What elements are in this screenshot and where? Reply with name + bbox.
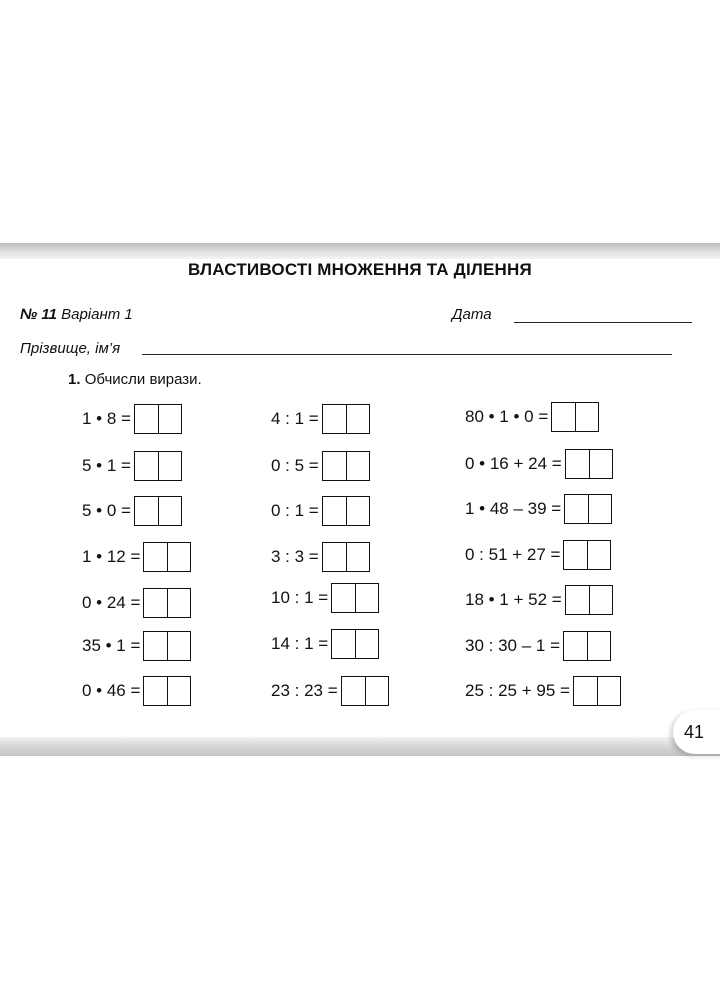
exercise-item <box>82 630 191 662</box>
answer-cell[interactable] <box>332 630 355 658</box>
answer-box[interactable] <box>331 583 379 613</box>
exercise-item <box>271 450 370 482</box>
answer-cell[interactable] <box>564 541 587 569</box>
answer-cell[interactable] <box>346 405 369 433</box>
expression: 23 : 23 = <box>271 681 338 700</box>
task-instruction <box>68 371 202 388</box>
answer-box[interactable] <box>143 588 191 618</box>
exercise-item <box>465 493 612 525</box>
answer-box[interactable] <box>341 676 389 706</box>
exercise-item <box>271 628 379 660</box>
expression: 0 : 5 = <box>271 456 319 475</box>
answer-cell[interactable] <box>167 543 190 571</box>
task-text: Обчисли вирази. <box>84 371 202 388</box>
header-row <box>20 306 680 330</box>
name-field[interactable] <box>142 354 672 355</box>
answer-cell[interactable] <box>332 584 355 612</box>
task-number: 1. <box>68 371 81 388</box>
exercise-item <box>271 403 370 435</box>
expression: 5 • 1 = <box>82 456 131 475</box>
expression: 10 : 1 = <box>271 588 329 607</box>
answer-cell[interactable] <box>355 630 378 658</box>
expression: 0 • 46 = <box>82 681 141 700</box>
expression: 30 : 30 – 1 = <box>465 636 560 655</box>
answer-cell[interactable] <box>144 543 167 571</box>
exercise-item <box>465 448 613 480</box>
answer-cell[interactable] <box>144 589 167 617</box>
exercise-item <box>271 541 370 573</box>
page-number: 41 <box>684 722 705 742</box>
answer-cell[interactable] <box>575 403 598 431</box>
expression: 5 • 0 = <box>82 501 131 520</box>
exercise-item <box>271 675 389 707</box>
bottom-band <box>0 737 720 756</box>
answer-box[interactable] <box>563 540 611 570</box>
exercise-item <box>82 495 182 527</box>
answer-box[interactable] <box>143 631 191 661</box>
expression: 0 : 1 = <box>271 501 319 520</box>
expression: 25 : 25 + 95 = <box>465 681 570 700</box>
answer-cell[interactable] <box>135 497 158 525</box>
answer-cell[interactable] <box>323 405 346 433</box>
answer-box[interactable] <box>565 449 613 479</box>
expression: 1 • 12 = <box>82 547 141 566</box>
answer-box[interactable] <box>564 494 612 524</box>
answer-box[interactable] <box>322 451 370 481</box>
date-field[interactable] <box>514 322 692 323</box>
answer-box[interactable] <box>134 451 182 481</box>
answer-cell[interactable] <box>167 677 190 705</box>
answer-cell[interactable] <box>346 497 369 525</box>
answer-box[interactable] <box>551 402 599 432</box>
answer-box[interactable] <box>143 676 191 706</box>
expression: 35 • 1 = <box>82 636 141 655</box>
exercise-item <box>82 675 191 707</box>
answer-cell[interactable] <box>144 677 167 705</box>
answer-cell[interactable] <box>346 452 369 480</box>
expression: 0 • 24 = <box>82 593 141 612</box>
variant-label: Варіант 1 <box>61 306 133 323</box>
answer-cell[interactable] <box>323 497 346 525</box>
answer-box[interactable] <box>565 585 613 615</box>
expression: 3 : 3 = <box>271 547 319 566</box>
exercise-item <box>465 401 599 433</box>
date-label: Дата <box>452 306 492 323</box>
expression: 1 • 48 – 39 = <box>465 499 562 518</box>
expression: 80 • 1 • 0 = <box>465 407 549 426</box>
exercise-item <box>82 403 182 435</box>
answer-box[interactable] <box>331 629 379 659</box>
expression: 18 • 1 + 52 = <box>465 590 562 609</box>
expression: 1 • 8 = <box>82 409 131 428</box>
answer-cell[interactable] <box>588 495 611 523</box>
answer-cell[interactable] <box>566 450 589 478</box>
top-band <box>0 243 720 259</box>
answer-cell[interactable] <box>323 543 346 571</box>
exercise-item <box>465 584 613 616</box>
answer-box[interactable] <box>563 631 611 661</box>
answer-cell[interactable] <box>323 452 346 480</box>
answer-cell[interactable] <box>135 405 158 433</box>
answer-cell[interactable] <box>158 452 181 480</box>
exercise-item <box>271 582 379 614</box>
answer-cell[interactable] <box>589 586 612 614</box>
expression: 4 : 1 = <box>271 409 319 428</box>
answer-cell[interactable] <box>135 452 158 480</box>
exercise-item <box>82 450 182 482</box>
expression: 0 : 51 + 27 = <box>465 545 561 564</box>
answer-cell[interactable] <box>597 677 620 705</box>
answer-cell[interactable] <box>144 632 167 660</box>
exercise-item <box>465 539 611 571</box>
page-title: ВЛАСТИВОСТІ МНОЖЕННЯ ТА ДІЛЕННЯ <box>188 260 532 279</box>
answer-cell[interactable] <box>167 632 190 660</box>
answer-cell[interactable] <box>552 403 575 431</box>
answer-cell[interactable] <box>564 632 587 660</box>
answer-cell[interactable] <box>587 541 610 569</box>
answer-cell[interactable] <box>566 586 589 614</box>
answer-cell[interactable] <box>342 677 365 705</box>
name-row <box>20 340 680 364</box>
exercise-item <box>82 587 191 619</box>
answer-cell[interactable] <box>167 589 190 617</box>
name-label: Прізвище, ім’я <box>20 340 121 357</box>
answer-box[interactable] <box>134 496 182 526</box>
exercise-number: № 11 <box>20 306 57 323</box>
answer-box[interactable] <box>322 496 370 526</box>
answer-box[interactable] <box>134 404 182 434</box>
exercise-item <box>82 541 191 573</box>
answer-cell[interactable] <box>574 677 597 705</box>
answer-cell[interactable] <box>587 632 610 660</box>
expression: 0 • 16 + 24 = <box>465 454 562 473</box>
answer-cell[interactable] <box>589 450 612 478</box>
exercise-item <box>465 630 611 662</box>
exercise-item <box>271 495 370 527</box>
exercise-item <box>465 675 621 707</box>
answer-cell[interactable] <box>346 543 369 571</box>
answer-cell[interactable] <box>158 405 181 433</box>
expression: 14 : 1 = <box>271 634 329 653</box>
answer-cell[interactable] <box>355 584 378 612</box>
answer-cell[interactable] <box>365 677 388 705</box>
answer-box[interactable] <box>573 676 621 706</box>
answer-box[interactable] <box>143 542 191 572</box>
answer-box[interactable] <box>322 404 370 434</box>
answer-box[interactable] <box>322 542 370 572</box>
answer-cell[interactable] <box>158 497 181 525</box>
answer-cell[interactable] <box>565 495 588 523</box>
